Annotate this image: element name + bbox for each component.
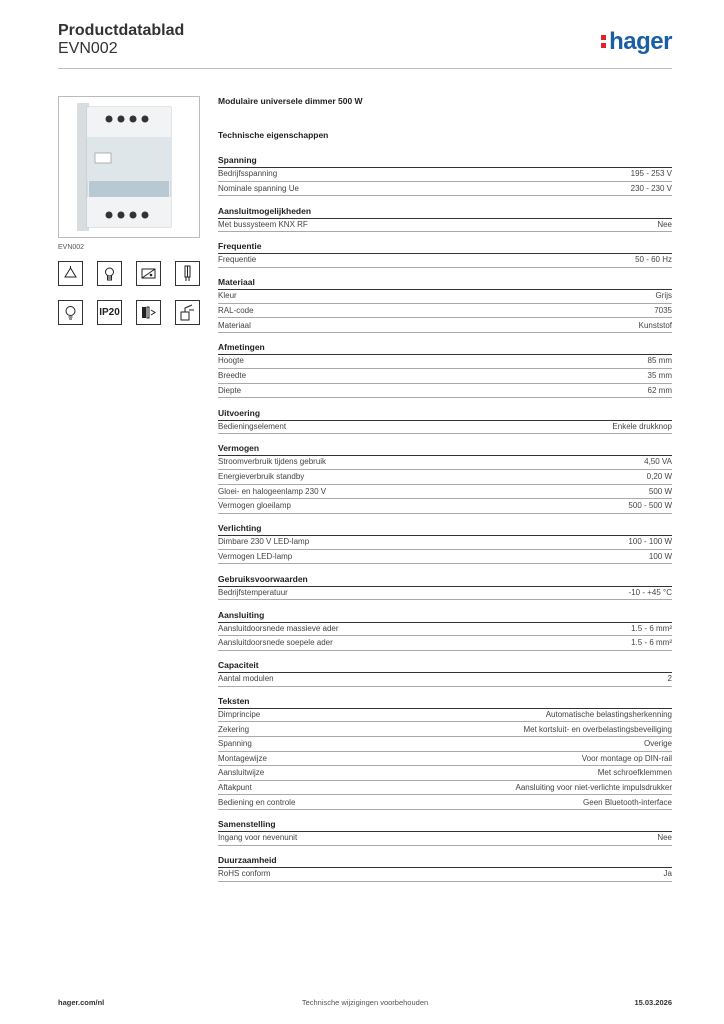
spec-value: Voor montage op DIN-rail xyxy=(581,753,672,763)
spec-value: Kunststof xyxy=(638,320,672,330)
document-title: Productdatablad xyxy=(58,22,185,39)
section-title: Capaciteit xyxy=(218,660,259,670)
spec-value: 100 W xyxy=(648,551,672,561)
spec-label: Ingang voor nevenunit xyxy=(218,833,298,843)
fluorescent-tube-icon xyxy=(175,261,200,286)
product-name: Modulaire universele dimmer 500 W xyxy=(218,96,363,106)
spec-value: Grijs xyxy=(655,291,672,301)
spec-label: Met bussysteem KNX RF xyxy=(218,219,308,229)
spec-label: Montagewijze xyxy=(218,753,267,763)
section-title: Afmetingen xyxy=(218,342,265,353)
spec-label: RoHS conform xyxy=(218,869,271,879)
logo-text: hager xyxy=(609,28,672,55)
spec-value: Met kortsluit- en overbelastingsbeveiliging xyxy=(523,724,672,734)
bulb-icon xyxy=(97,261,122,286)
tech-properties-title: Technische eigenschappen xyxy=(218,130,329,140)
spec-value: Automatische belastingsherkenning xyxy=(545,709,672,719)
spec-label: Energieverbruik standby xyxy=(218,472,305,481)
page-header xyxy=(58,22,672,70)
push-button-icon xyxy=(175,300,200,325)
section-title: Verlichting xyxy=(218,523,262,534)
spec-label: Bediening en controle xyxy=(218,797,296,807)
section-title: Uitvoering xyxy=(218,407,261,418)
spec-value: 85 mm xyxy=(647,356,672,366)
spec-label: Bedrijfstemperatuur xyxy=(218,587,288,597)
ceiling-lamp-icon xyxy=(58,261,83,286)
spec-value: Aansluiting voor niet-verlichte impulsdrukker xyxy=(515,782,672,792)
spec-label: RAL-code xyxy=(218,305,254,315)
spec-value: 500 - 500 W xyxy=(628,501,672,511)
spec-value: Nee xyxy=(657,219,672,229)
footer-disclaimer: Technische wijzigingen voorbehouden xyxy=(301,998,429,1007)
spec-label: Diepte xyxy=(218,385,242,395)
spec-value: 2 xyxy=(667,674,672,683)
spec-value: -10 - +45 °C xyxy=(628,587,672,597)
section-title: Samenstelling xyxy=(218,819,276,830)
spec-row xyxy=(218,384,672,399)
spec-row xyxy=(218,586,672,601)
spec-label: Bedieningselement xyxy=(218,421,287,431)
spec-value: 230 - 230 V xyxy=(630,183,672,193)
product-image xyxy=(58,96,200,238)
spec-label: Gloei- en halogeenlamp 230 V xyxy=(218,486,327,496)
spec-value: Overige xyxy=(643,739,672,749)
spec-label: Breedte xyxy=(218,371,247,380)
spec-label: Materiaal xyxy=(218,320,251,330)
spec-label: Aansluitdoorsnede massieve ader xyxy=(218,623,339,633)
section-title: Materiaal xyxy=(218,277,255,288)
spec-value: 100 - 100 W xyxy=(628,537,672,547)
section-title: Teksten xyxy=(218,695,250,706)
spec-value: Geen Bluetooth-interface xyxy=(583,797,672,807)
footer-website[interactable]: hager.com/nl xyxy=(58,998,105,1007)
spec-label: Stroomverbruik tijdens gebruik xyxy=(218,457,327,467)
spec-row xyxy=(218,550,672,565)
spec-value: 500 W xyxy=(648,486,672,496)
spec-row xyxy=(218,253,672,268)
spec-label: Vermogen LED-lamp xyxy=(218,551,293,561)
spec-row xyxy=(218,622,672,637)
spec-row xyxy=(218,470,672,485)
spec-label: Bedrijfsspanning xyxy=(218,169,278,178)
spec-label: Aansluitwijze xyxy=(218,768,265,778)
transformer-icon xyxy=(136,261,161,286)
spec-label: Aansluitdoorsnede soepele ader xyxy=(218,638,333,648)
spec-row xyxy=(218,218,672,233)
spec-value: 195 - 253 V xyxy=(630,169,672,178)
spec-value: 35 mm xyxy=(647,371,672,380)
spec-row xyxy=(218,796,672,811)
spec-row xyxy=(218,737,672,752)
section-title: Frequentie xyxy=(218,241,262,252)
spec-row xyxy=(218,182,672,197)
spec-value: Nee xyxy=(657,833,672,843)
spec-row xyxy=(218,535,672,550)
logo-dots-icon xyxy=(601,32,607,50)
spec-label: Zekering xyxy=(218,724,250,734)
spec-row xyxy=(218,781,672,796)
spec-label: Dimbare 230 V LED-lamp xyxy=(218,537,310,547)
spec-row xyxy=(218,420,672,435)
spec-row xyxy=(218,672,672,687)
spec-row xyxy=(218,831,672,846)
spec-value: 50 - 60 Hz xyxy=(635,255,672,265)
section-title: Vermogen xyxy=(218,443,260,454)
section-title: Gebruiksvoorwaarden xyxy=(218,573,308,584)
spec-value: 0,20 W xyxy=(646,472,672,481)
spec-label: Aftakpunt xyxy=(218,782,252,792)
spec-row xyxy=(218,455,672,470)
spec-row xyxy=(218,708,672,723)
ip20-icon: IP20 xyxy=(97,300,122,325)
spec-label: Frequentie xyxy=(218,255,257,265)
spec-value: Ja xyxy=(663,869,672,879)
hager-logo xyxy=(601,28,672,56)
section-title: Aansluitmogelijkheden xyxy=(218,205,312,216)
spec-row xyxy=(218,752,672,767)
spec-label: Vermogen gloeilamp xyxy=(218,501,291,511)
spec-value: 7035 xyxy=(654,305,672,315)
spec-value: 4,50 VA xyxy=(644,457,672,467)
spec-row xyxy=(218,354,672,369)
spec-value: 62 mm xyxy=(647,385,672,395)
spec-row xyxy=(218,867,672,882)
spec-row xyxy=(218,636,672,651)
spec-label: Kleur xyxy=(218,291,237,301)
spec-label: Hoogte xyxy=(218,356,244,366)
spec-row xyxy=(218,304,672,319)
image-caption: EVN002 xyxy=(58,244,85,251)
spec-label: Aantal modulen xyxy=(218,674,274,683)
spec-value: Enkele drukknop xyxy=(612,421,672,431)
spec-row xyxy=(218,289,672,304)
section-title: Duurzaamheid xyxy=(218,855,277,866)
section-title: Spanning xyxy=(218,155,257,165)
spec-value: 1.5 - 6 mm² xyxy=(631,638,672,648)
spec-row xyxy=(218,167,672,182)
spec-row xyxy=(218,369,672,384)
spec-value: Met schroefklemmen xyxy=(597,768,672,778)
header-divider xyxy=(58,68,672,69)
spec-value: 1.5 - 6 mm² xyxy=(631,623,672,633)
spec-row xyxy=(218,319,672,334)
dimmer-module-illustration xyxy=(59,97,199,237)
spec-label: Nominale spanning Ue xyxy=(218,183,299,193)
din-module-icon xyxy=(136,300,161,325)
spec-row xyxy=(218,485,672,500)
spec-row xyxy=(218,766,672,781)
footer-date: 15.03.2026 xyxy=(634,998,672,1007)
lamp-icon xyxy=(58,300,83,325)
section-title: Aansluiting xyxy=(218,609,265,620)
spec-row xyxy=(218,723,672,738)
spec-label: Dimprincipe xyxy=(218,709,261,719)
product-code: EVN002 xyxy=(58,40,118,57)
spec-row xyxy=(218,499,672,514)
spec-label: Spanning xyxy=(218,739,252,749)
